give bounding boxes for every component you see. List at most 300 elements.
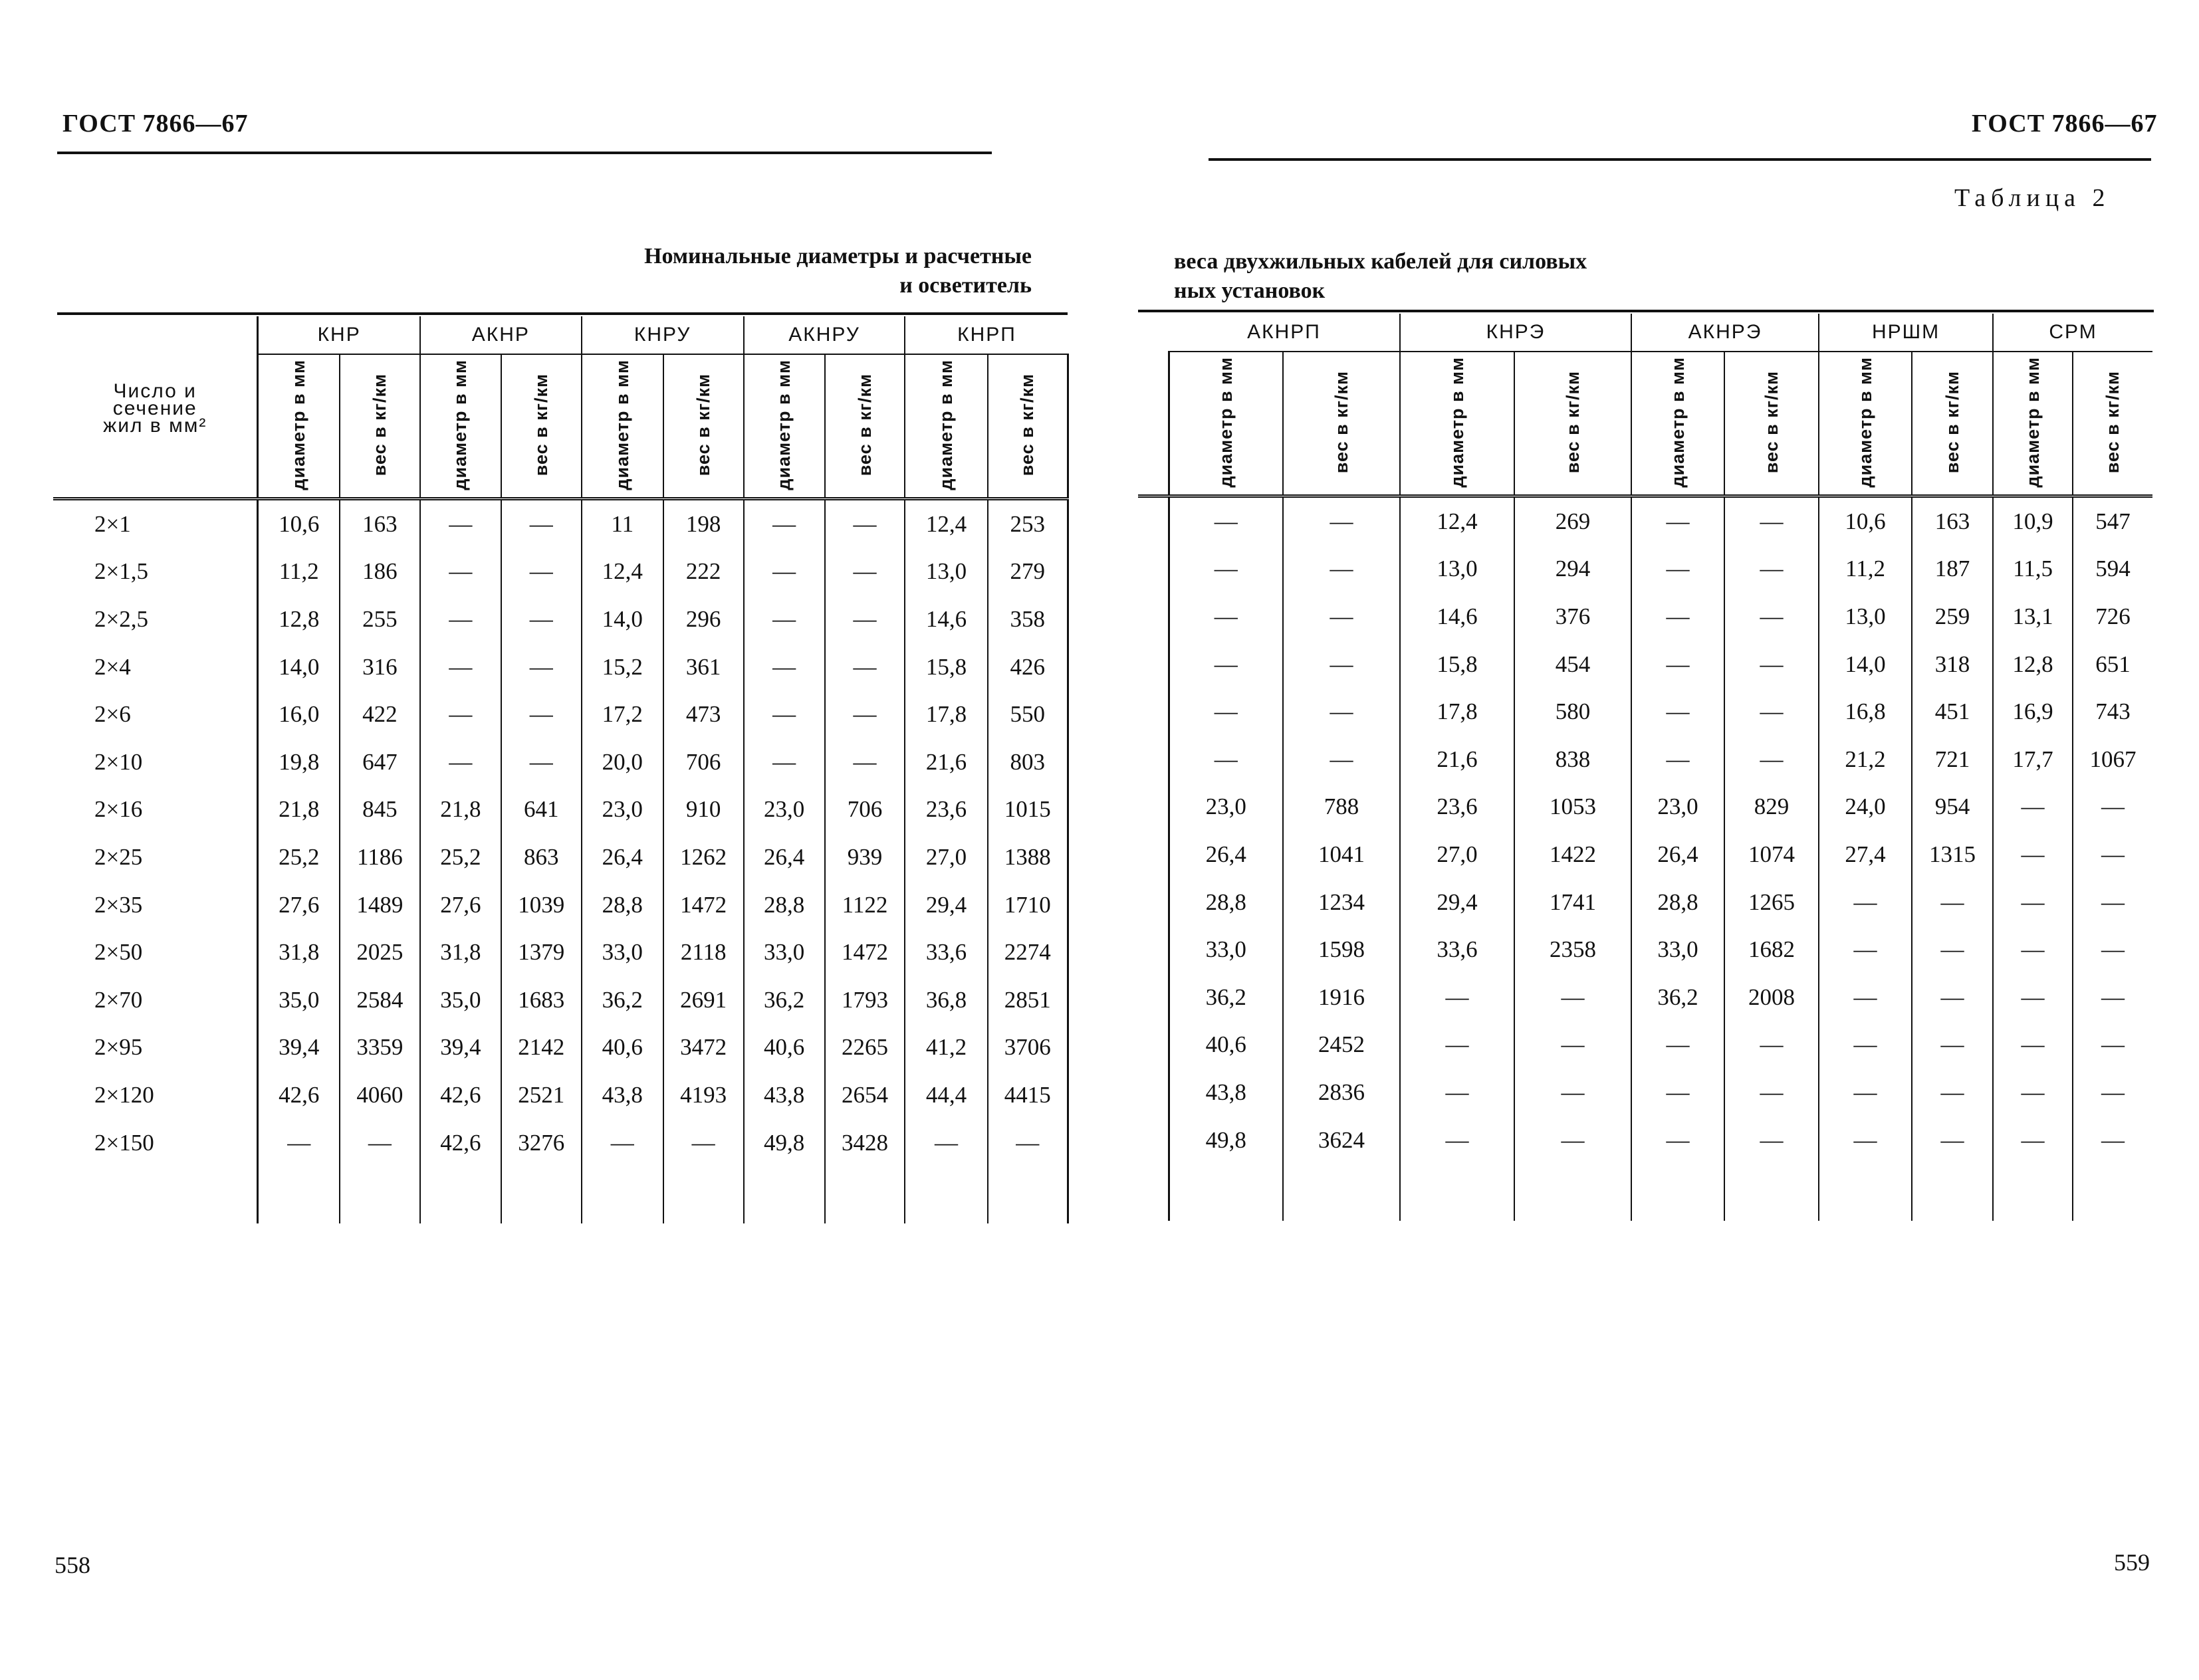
table-cell: 17,2 [582, 690, 663, 738]
table-row [53, 690, 1068, 738]
table-cell: — [1631, 1116, 1724, 1164]
table-cell: 647 [340, 738, 420, 786]
table-cell: 16,9 [1993, 688, 2073, 736]
table-cell: 1683 [501, 976, 582, 1024]
table-cell: — [1400, 1021, 1514, 1069]
table-cell: 10,9 [1993, 496, 2073, 546]
table-cell: — [1724, 641, 1819, 688]
table-cell: — [663, 1119, 744, 1167]
left-caption-line1: Номинальные диаметры и расчетные [644, 244, 1032, 268]
table-cell: 35,0 [258, 976, 340, 1024]
stub-header-line2: сечение [112, 397, 197, 419]
row-label: 2×10 [94, 748, 143, 775]
table-cell: 28,8 [582, 881, 663, 929]
table-cell: 43,8 [1169, 1069, 1283, 1116]
table-cell: — [1724, 496, 1819, 546]
table-cell: 27,6 [258, 881, 340, 929]
table-cell: — [340, 1119, 420, 1167]
table-cell: — [988, 1119, 1068, 1167]
table-cell: 17,8 [1400, 688, 1514, 736]
table-cell: — [1993, 926, 2073, 974]
table-row [53, 643, 1068, 691]
table-cell: 23,0 [744, 786, 825, 834]
table-row [53, 881, 1068, 929]
table-cell: 28,8 [744, 881, 825, 929]
table-cell: 163 [1912, 496, 1993, 546]
table-cell: 2025 [340, 928, 420, 976]
table-cell: 16,0 [258, 690, 340, 738]
table-cell: 3706 [988, 1024, 1068, 1072]
table-cell: 296 [663, 595, 744, 643]
row-label: 2×1,5 [94, 558, 148, 585]
sub-header-weight: вес в кг/км [1942, 370, 1962, 474]
table-cell: — [1912, 879, 1993, 926]
table-cell: 15,8 [905, 643, 987, 691]
table-cell: 33,0 [582, 928, 663, 976]
table-cell: 4415 [988, 1071, 1068, 1119]
sub-header-diameter: диаметр в мм [935, 359, 956, 490]
table-cell: 17,7 [1993, 736, 2073, 784]
table-cell: 1015 [988, 786, 1068, 834]
table-cell: — [1631, 1021, 1724, 1069]
table-cell: — [1169, 496, 1283, 546]
table-cell: 1186 [340, 833, 420, 881]
table-cell: — [1631, 641, 1724, 688]
table-cell: 28,8 [1169, 879, 1283, 926]
table-row [1138, 593, 2152, 641]
table-cell: 863 [501, 833, 582, 881]
table-cell: 39,4 [258, 1024, 340, 1072]
table-cell: — [744, 690, 825, 738]
table-cell: 939 [825, 833, 905, 881]
sub-header-weight: вес в кг/км [1331, 370, 1351, 474]
table-cell: — [1283, 496, 1400, 546]
row-label: 2×50 [94, 939, 143, 966]
table-cell: 1388 [988, 833, 1068, 881]
stub-header-line1: Число и [113, 380, 197, 402]
table-cell: — [501, 738, 582, 786]
table-cell: 12,8 [1993, 641, 2073, 688]
table-cell: 1234 [1283, 879, 1400, 926]
sub-header-weight: вес в кг/км [2103, 370, 2123, 474]
table-cell: — [744, 738, 825, 786]
table-cell: 21,6 [1400, 736, 1514, 784]
table-cell: — [1631, 593, 1724, 641]
table-cell: 726 [2073, 593, 2152, 641]
table-cell: 40,6 [582, 1024, 663, 1072]
group-header-knrp: КНРП [905, 316, 1068, 354]
group-header-aknre: АКНРЭ [1631, 314, 1819, 352]
table-cell: — [420, 595, 501, 643]
table-row [1138, 879, 2152, 926]
table-cell: 13,1 [1993, 593, 2073, 641]
table-cell: — [1912, 926, 1993, 974]
group-header-nrshm: НРШМ [1819, 314, 1993, 352]
table-row [1138, 784, 2152, 831]
table-cell: 4193 [663, 1071, 744, 1119]
table-cell: 1916 [1283, 974, 1400, 1021]
table-cell: — [825, 548, 905, 596]
table-cell: — [1169, 546, 1283, 593]
table-cell: 2265 [825, 1024, 905, 1072]
table-cell: — [1993, 784, 2073, 831]
table-cell: 13,0 [905, 548, 987, 596]
table-cell: — [825, 738, 905, 786]
table-cell: — [1819, 926, 1912, 974]
table-row [53, 976, 1068, 1024]
right-table-top-rule [1138, 310, 2154, 312]
sub-header-diameter: диаметр в мм [1855, 356, 1875, 488]
table-cell: 20,0 [582, 738, 663, 786]
table-cell: — [744, 548, 825, 596]
table-cell: 25,2 [258, 833, 340, 881]
table-cell: — [1400, 974, 1514, 1021]
table-cell: 14,6 [905, 595, 987, 643]
table-cell: 16,8 [1819, 688, 1912, 736]
table-cell: 2654 [825, 1071, 905, 1119]
table-cell: 21,8 [258, 786, 340, 834]
table-cell: — [1514, 1021, 1631, 1069]
table-cell: 11,2 [1819, 546, 1912, 593]
table-cell: 33,6 [905, 928, 987, 976]
table-cell: — [2073, 831, 2152, 879]
table-cell: — [1993, 879, 2073, 926]
table-cell: — [1724, 546, 1819, 593]
table-cell: 358 [988, 595, 1068, 643]
table-cell: 36,2 [744, 976, 825, 1024]
table-cell: — [420, 548, 501, 596]
table-cell: — [744, 643, 825, 691]
table-cell: — [1514, 974, 1631, 1021]
table-cell: — [1724, 1021, 1819, 1069]
table-cell: 253 [988, 499, 1068, 548]
table-cell: 547 [2073, 496, 2152, 546]
table-cell: 473 [663, 690, 744, 738]
table-cell: 1122 [825, 881, 905, 929]
table-cell: 163 [340, 499, 420, 548]
left-stub-header [53, 316, 258, 499]
table-cell: 26,4 [1631, 831, 1724, 879]
table-cell: 36,2 [1631, 974, 1724, 1021]
table-cell: 454 [1514, 641, 1631, 688]
table-cell: — [1993, 1021, 2073, 1069]
table-cell: 27,0 [1400, 831, 1514, 879]
table-cell: 1489 [340, 881, 420, 929]
table-row [1138, 831, 2152, 879]
table-row [53, 928, 1068, 976]
table-cell: 743 [2073, 688, 2152, 736]
row-label: 2×70 [94, 986, 143, 1013]
table-cell: 1265 [1724, 879, 1819, 926]
table-cell: — [501, 548, 582, 596]
table-row [1138, 546, 2152, 593]
group-header-srm: СРМ [1993, 314, 2152, 352]
table-cell: — [1283, 688, 1400, 736]
table-cell: 13,0 [1819, 593, 1912, 641]
table-cell: 15,8 [1400, 641, 1514, 688]
table-cell: 361 [663, 643, 744, 691]
table-cell: 41,2 [905, 1024, 987, 1072]
table-cell: 36,8 [905, 976, 987, 1024]
table-cell: 1472 [663, 881, 744, 929]
table-cell: — [1819, 1021, 1912, 1069]
table-cell: 23,0 [1169, 784, 1283, 831]
table-row [53, 499, 1068, 548]
table-cell: 21,2 [1819, 736, 1912, 784]
table-cell: 594 [2073, 546, 2152, 593]
table-cell: — [420, 643, 501, 691]
table-cell: — [1169, 593, 1283, 641]
table-cell: 49,8 [744, 1119, 825, 1167]
table-cell: 422 [340, 690, 420, 738]
table-cell: 1262 [663, 833, 744, 881]
table-cell: — [501, 595, 582, 643]
table-row [1138, 688, 2152, 736]
table-cell: — [1724, 1069, 1819, 1116]
table-cell: 2851 [988, 976, 1068, 1024]
table-cell: — [1400, 1069, 1514, 1116]
table-cell: — [582, 1119, 663, 1167]
table-cell: 641 [501, 786, 582, 834]
table-row [1138, 1021, 2152, 1069]
table-cell: — [1283, 546, 1400, 593]
table-cell: 451 [1912, 688, 1993, 736]
table-cell: 21,6 [905, 738, 987, 786]
table-cell: — [825, 690, 905, 738]
table-cell: 39,4 [420, 1024, 501, 1072]
right-sub-header-row [1138, 352, 2152, 496]
table-cell: — [1912, 1021, 1993, 1069]
table-cell: — [1283, 736, 1400, 784]
table-cell: 788 [1283, 784, 1400, 831]
table-cell: 198 [663, 499, 744, 548]
sub-header-diameter: диаметр в мм [1215, 356, 1236, 488]
sub-header-diameter: диаметр в мм [450, 359, 471, 490]
right-caption-line1: веса двухжильных кабелей для силовых [1174, 249, 1587, 274]
table-cell: 4060 [340, 1071, 420, 1119]
table-cell: — [1819, 1116, 1912, 1164]
table-cell: 2691 [663, 976, 744, 1024]
table-cell: 40,6 [744, 1024, 825, 1072]
table-cell: — [420, 499, 501, 548]
table-cell: 12,4 [905, 499, 987, 548]
table-row [53, 1071, 1068, 1119]
table-cell: 13,0 [1400, 546, 1514, 593]
table-row [53, 738, 1068, 786]
table-cell: 845 [340, 786, 420, 834]
table-cell: 42,6 [420, 1119, 501, 1167]
table-cell: 42,6 [258, 1071, 340, 1119]
table-cell: 1741 [1514, 879, 1631, 926]
table-row [53, 786, 1068, 834]
table-cell: 19,8 [258, 738, 340, 786]
table-cell: — [1169, 688, 1283, 736]
table-cell: 706 [663, 738, 744, 786]
table-cell: — [2073, 1116, 2152, 1164]
table-cell: 426 [988, 643, 1068, 691]
left-group-header-row [53, 316, 1068, 354]
table-row [53, 595, 1068, 643]
table-row [1138, 926, 2152, 974]
row-label: 2×6 [94, 701, 131, 728]
right-running-head: ГОСТ 7866—67 [1972, 110, 2158, 138]
table-cell: 3428 [825, 1119, 905, 1167]
right-header-rule [1209, 158, 2151, 161]
table-cell: — [905, 1119, 987, 1167]
right-caption-line2: ных установок [1174, 278, 1326, 303]
group-header-knre: КНРЭ [1400, 314, 1631, 352]
table-cell: 49,8 [1169, 1116, 1283, 1164]
table-cell: — [420, 738, 501, 786]
table-cell: 31,8 [258, 928, 340, 976]
table-row [1138, 1116, 2152, 1164]
table-cell: 40,6 [1169, 1021, 1283, 1069]
table-cell: 23,6 [1400, 784, 1514, 831]
sub-header-weight: вес в кг/км [1017, 373, 1038, 476]
table-cell: 2118 [663, 928, 744, 976]
table-cell: 186 [340, 548, 420, 596]
table-cell: 36,2 [582, 976, 663, 1024]
table-cell: — [1724, 688, 1819, 736]
table-cell: 23,0 [1631, 784, 1724, 831]
table-row [53, 1119, 1068, 1167]
table-cell: 14,0 [582, 595, 663, 643]
row-label: 2×150 [94, 1129, 154, 1156]
table-cell: — [501, 690, 582, 738]
table-cell: — [1819, 879, 1912, 926]
table-cell: — [825, 643, 905, 691]
table-cell: 259 [1912, 593, 1993, 641]
table-cell: 222 [663, 548, 744, 596]
table-cell: 1422 [1514, 831, 1631, 879]
table-cell: — [1993, 831, 2073, 879]
row-label: 2×4 [94, 653, 131, 680]
table-cell: 33,0 [744, 928, 825, 976]
table-cell: 255 [340, 595, 420, 643]
table-cell: 27,0 [905, 833, 987, 881]
table-cell: 33,0 [1169, 926, 1283, 974]
table-cell: 11,2 [258, 548, 340, 596]
table-cell: — [744, 595, 825, 643]
right-group-header-row [1138, 314, 2152, 352]
table-cell: — [1993, 1069, 2073, 1116]
left-caption-line2: и осветитель [899, 273, 1032, 298]
right-table-body [1138, 496, 2152, 1221]
right-caption [1174, 247, 1772, 306]
table-cell: — [1631, 688, 1724, 736]
table-cell: — [420, 690, 501, 738]
table-cell: 3276 [501, 1119, 582, 1167]
table-cell: — [2073, 784, 2152, 831]
table-cell: 12,8 [258, 595, 340, 643]
table-row [53, 548, 1068, 596]
table-cell: 11 [582, 499, 663, 548]
table-cell: 11,5 [1993, 546, 2073, 593]
table-cell: — [2073, 926, 2152, 974]
sub-header-weight: вес в кг/км [854, 373, 875, 476]
left-data-table [53, 316, 1069, 1223]
sub-header-weight: вес в кг/км [530, 373, 551, 476]
table-cell: 3472 [663, 1024, 744, 1072]
table-cell: — [825, 499, 905, 548]
table-cell: — [1631, 1069, 1724, 1116]
table-cell: 1710 [988, 881, 1068, 929]
table-row [1138, 974, 2152, 1021]
table-cell: 2142 [501, 1024, 582, 1072]
table-cell: 2584 [340, 976, 420, 1024]
table-cell: 269 [1514, 496, 1631, 546]
table-cell: 14,0 [1819, 641, 1912, 688]
row-label: 2×120 [94, 1081, 154, 1108]
table-cell: — [1912, 974, 1993, 1021]
table-cell: 2274 [988, 928, 1068, 976]
table-cell: — [744, 499, 825, 548]
table-cell: 2008 [1724, 974, 1819, 1021]
table-cell: 829 [1724, 784, 1819, 831]
sub-header-diameter: диаметр в мм [289, 359, 309, 490]
table-cell: 25,2 [420, 833, 501, 881]
table-cell: — [1283, 641, 1400, 688]
row-label: 2×95 [94, 1034, 143, 1061]
table-cell: 12,4 [582, 548, 663, 596]
table-cell: — [1724, 736, 1819, 784]
group-header-knru: КНРУ [582, 316, 744, 354]
table-cell: 24,0 [1819, 784, 1912, 831]
table-cell: 35,0 [420, 976, 501, 1024]
table-row [53, 1024, 1068, 1072]
table-cell: — [258, 1119, 340, 1167]
table-cell: 15,2 [582, 643, 663, 691]
row-label: 2×25 [94, 843, 143, 870]
table-row [1138, 1069, 2152, 1116]
left-table-body [53, 499, 1068, 1224]
table-cell: 1041 [1283, 831, 1400, 879]
table-cell: 651 [2073, 641, 2152, 688]
table-cell: — [1631, 546, 1724, 593]
table-cell: 14,0 [258, 643, 340, 691]
table-cell: 550 [988, 690, 1068, 738]
table-cell: 33,0 [1631, 926, 1724, 974]
table-cell: 2358 [1514, 926, 1631, 974]
table-cell: — [1400, 1116, 1514, 1164]
table-row [53, 833, 1068, 881]
table-cell: 279 [988, 548, 1068, 596]
group-header-aknru: АКНРУ [744, 316, 905, 354]
table-cell: 316 [340, 643, 420, 691]
table-cell: — [1631, 496, 1724, 546]
sub-header-diameter: диаметр в мм [2022, 356, 2043, 488]
left-table-top-rule [57, 312, 1068, 315]
table-row [1138, 496, 2152, 546]
table-cell: — [501, 643, 582, 691]
table-cell: 2521 [501, 1071, 582, 1119]
table-cell: — [1514, 1069, 1631, 1116]
table-cell: 1598 [1283, 926, 1400, 974]
table-cell: 580 [1514, 688, 1631, 736]
table-cell: — [1631, 736, 1724, 784]
table-cell: 43,8 [582, 1071, 663, 1119]
left-page-number: 558 [55, 1552, 90, 1578]
table-cell: — [1724, 593, 1819, 641]
sub-header-diameter: диаметр в мм [612, 359, 632, 490]
table-cell: 3359 [340, 1024, 420, 1072]
table-cell: — [2073, 974, 2152, 1021]
row-label: 2×35 [94, 891, 143, 918]
table-cell: 28,8 [1631, 879, 1724, 926]
table-cell: 14,6 [1400, 593, 1514, 641]
table-cell: 44,4 [905, 1071, 987, 1119]
table-cell: 1074 [1724, 831, 1819, 879]
